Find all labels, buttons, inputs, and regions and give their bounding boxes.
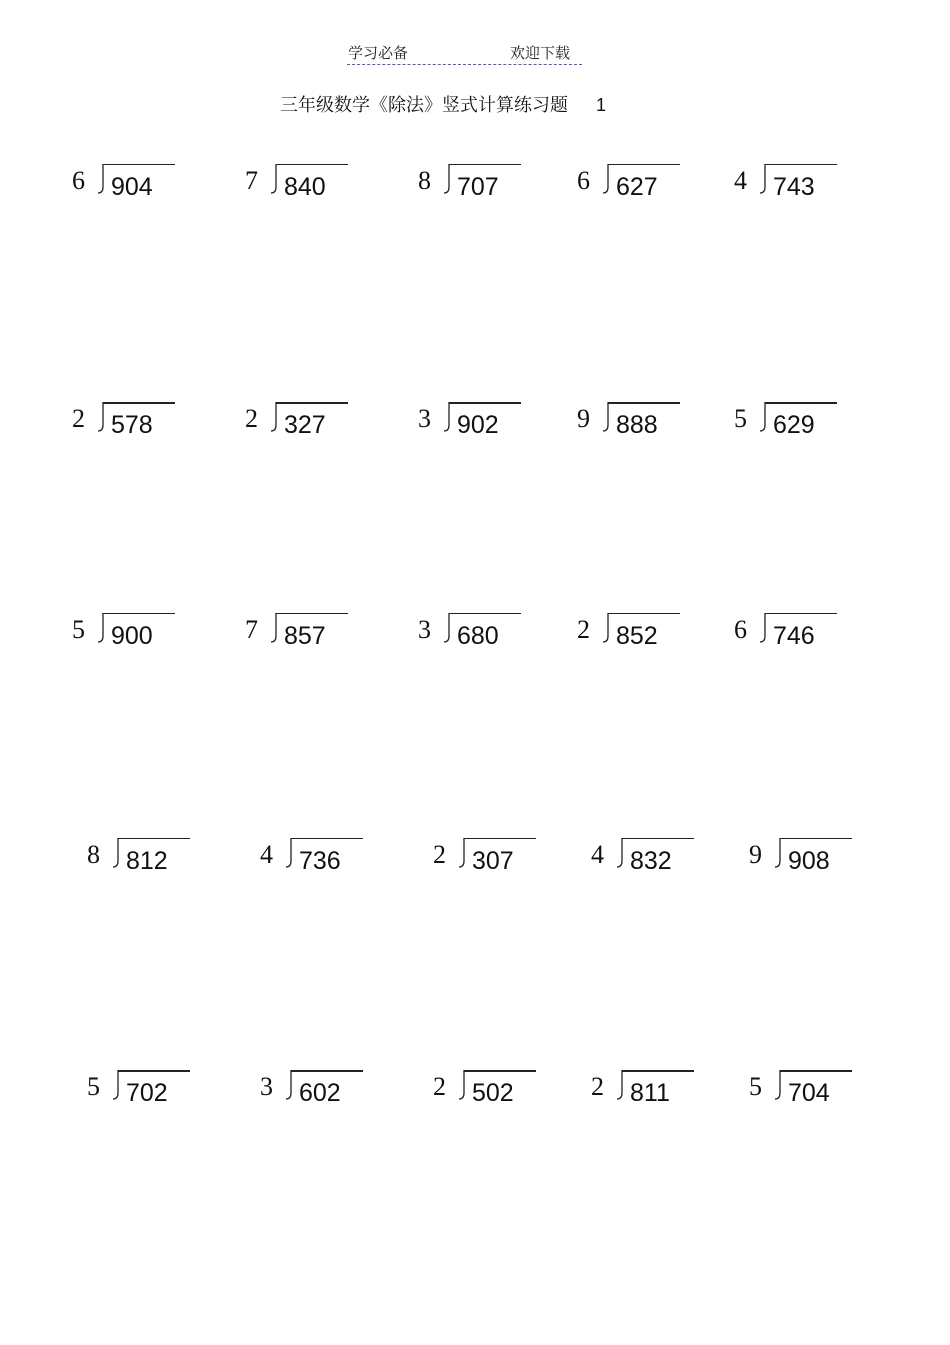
divisor: 2 xyxy=(245,404,258,433)
vinculum-line xyxy=(276,613,348,614)
divisor: 5 xyxy=(749,1072,762,1101)
vinculum-line xyxy=(103,613,175,614)
dividend: 857 xyxy=(284,622,326,650)
division-bracket-icon xyxy=(284,1070,292,1100)
division-bracket-icon xyxy=(615,1070,623,1100)
division-bracket-icon xyxy=(269,613,277,643)
divisor: 6 xyxy=(577,166,590,195)
division-problem xyxy=(418,162,528,208)
divisor: 3 xyxy=(260,1072,273,1101)
division-problem xyxy=(433,836,543,882)
vinculum-line xyxy=(291,1070,363,1072)
dividend: 900 xyxy=(111,622,153,650)
division-bracket-icon xyxy=(601,402,609,432)
vinculum-line xyxy=(622,838,694,839)
dividend: 888 xyxy=(616,411,658,439)
dividend: 736 xyxy=(299,847,341,875)
division-bracket-icon xyxy=(457,838,465,868)
dividend: 832 xyxy=(630,847,672,875)
worksheet-title xyxy=(280,91,606,117)
division-bracket-icon xyxy=(96,402,104,432)
divisor: 8 xyxy=(418,166,431,195)
header-dashed-rule xyxy=(347,64,582,65)
division-problem xyxy=(87,836,197,882)
divisor: 5 xyxy=(72,615,85,644)
division-problem xyxy=(245,400,355,446)
dividend: 904 xyxy=(111,173,153,201)
vinculum-line xyxy=(118,838,190,839)
dividend: 840 xyxy=(284,173,326,201)
division-bracket-icon xyxy=(442,613,450,643)
divisor: 4 xyxy=(260,840,273,869)
vinculum-line xyxy=(449,613,521,614)
division-bracket-icon xyxy=(758,402,766,432)
vinculum-line xyxy=(765,164,837,165)
dividend: 629 xyxy=(773,411,815,439)
division-bracket-icon xyxy=(601,164,609,194)
dividend: 908 xyxy=(788,847,830,875)
dividend: 702 xyxy=(126,1079,168,1107)
vinculum-line xyxy=(464,838,536,839)
vinculum-line xyxy=(780,838,852,839)
vinculum-line xyxy=(780,1070,852,1072)
vinculum-line xyxy=(276,164,348,165)
dividend: 707 xyxy=(457,173,499,201)
header-right-text: 欢迎下载 xyxy=(510,44,571,62)
division-bracket-icon xyxy=(442,402,450,432)
vinculum-line xyxy=(765,402,837,404)
division-problem xyxy=(591,836,701,882)
division-problem xyxy=(577,400,687,446)
dividend: 743 xyxy=(773,173,815,201)
dividend: 627 xyxy=(616,173,658,201)
division-bracket-icon xyxy=(442,164,450,194)
vinculum-line xyxy=(449,402,521,404)
divisor: 4 xyxy=(734,166,747,195)
divisor: 9 xyxy=(749,840,762,869)
divisor: 7 xyxy=(245,615,258,644)
division-problem xyxy=(734,611,844,657)
header-left-text: 学习必备 xyxy=(348,44,409,62)
dividend: 327 xyxy=(284,411,326,439)
divisor: 6 xyxy=(72,166,85,195)
division-problem xyxy=(433,1068,543,1114)
division-bracket-icon xyxy=(111,1070,119,1100)
division-bracket-icon xyxy=(269,402,277,432)
division-problem xyxy=(72,400,182,446)
dividend: 746 xyxy=(773,622,815,650)
vinculum-line xyxy=(608,402,680,404)
division-problem xyxy=(245,162,355,208)
division-bracket-icon xyxy=(96,164,104,194)
division-problem xyxy=(749,1068,859,1114)
division-bracket-icon xyxy=(111,838,119,868)
divisor: 6 xyxy=(734,615,747,644)
dividend: 602 xyxy=(299,1079,341,1107)
division-bracket-icon xyxy=(284,838,292,868)
division-problem xyxy=(577,162,687,208)
vinculum-line xyxy=(608,613,680,614)
dividend: 680 xyxy=(457,622,499,650)
divisor: 5 xyxy=(87,1072,100,1101)
division-problem xyxy=(72,162,182,208)
divisor: 7 xyxy=(245,166,258,195)
divisor: 4 xyxy=(591,840,604,869)
division-bracket-icon xyxy=(773,1070,781,1100)
vinculum-line xyxy=(291,838,363,839)
vinculum-line xyxy=(765,613,837,614)
dividend: 307 xyxy=(472,847,514,875)
division-problem xyxy=(591,1068,701,1114)
dividend: 902 xyxy=(457,411,499,439)
divisor: 2 xyxy=(433,840,446,869)
vinculum-line xyxy=(449,164,521,165)
dividend: 852 xyxy=(616,622,658,650)
vinculum-line xyxy=(276,402,348,404)
title-text: 三年级数学《除法》竖式计算练习题 xyxy=(280,95,568,116)
dividend: 502 xyxy=(472,1079,514,1107)
division-bracket-icon xyxy=(96,613,104,643)
division-problem xyxy=(245,611,355,657)
title-number: 1 xyxy=(596,95,607,115)
divisor: 2 xyxy=(72,404,85,433)
division-bracket-icon xyxy=(758,164,766,194)
divisor: 2 xyxy=(577,615,590,644)
division-problem xyxy=(749,836,859,882)
divisor: 3 xyxy=(418,615,431,644)
division-problem xyxy=(87,1068,197,1114)
vinculum-line xyxy=(118,1070,190,1072)
divisor: 9 xyxy=(577,404,590,433)
vinculum-line xyxy=(103,402,175,404)
dividend: 811 xyxy=(630,1079,670,1107)
division-problem xyxy=(72,611,182,657)
division-bracket-icon xyxy=(269,164,277,194)
vinculum-line xyxy=(608,164,680,165)
divisor: 2 xyxy=(433,1072,446,1101)
division-bracket-icon xyxy=(601,613,609,643)
divisor: 5 xyxy=(734,404,747,433)
division-problem xyxy=(418,400,528,446)
dividend: 578 xyxy=(111,411,153,439)
vinculum-line xyxy=(464,1070,536,1072)
division-bracket-icon xyxy=(758,613,766,643)
dividend: 704 xyxy=(788,1079,830,1107)
vinculum-line xyxy=(622,1070,694,1072)
division-bracket-icon xyxy=(615,838,623,868)
dividend: 812 xyxy=(126,847,168,875)
division-problem xyxy=(734,400,844,446)
division-problem xyxy=(734,162,844,208)
division-problem xyxy=(577,611,687,657)
division-bracket-icon xyxy=(773,838,781,868)
division-problem xyxy=(418,611,528,657)
divisor: 3 xyxy=(418,404,431,433)
divisor: 2 xyxy=(591,1072,604,1101)
division-problem xyxy=(260,836,370,882)
division-bracket-icon xyxy=(457,1070,465,1100)
division-problem xyxy=(260,1068,370,1114)
vinculum-line xyxy=(103,164,175,165)
divisor: 8 xyxy=(87,840,100,869)
